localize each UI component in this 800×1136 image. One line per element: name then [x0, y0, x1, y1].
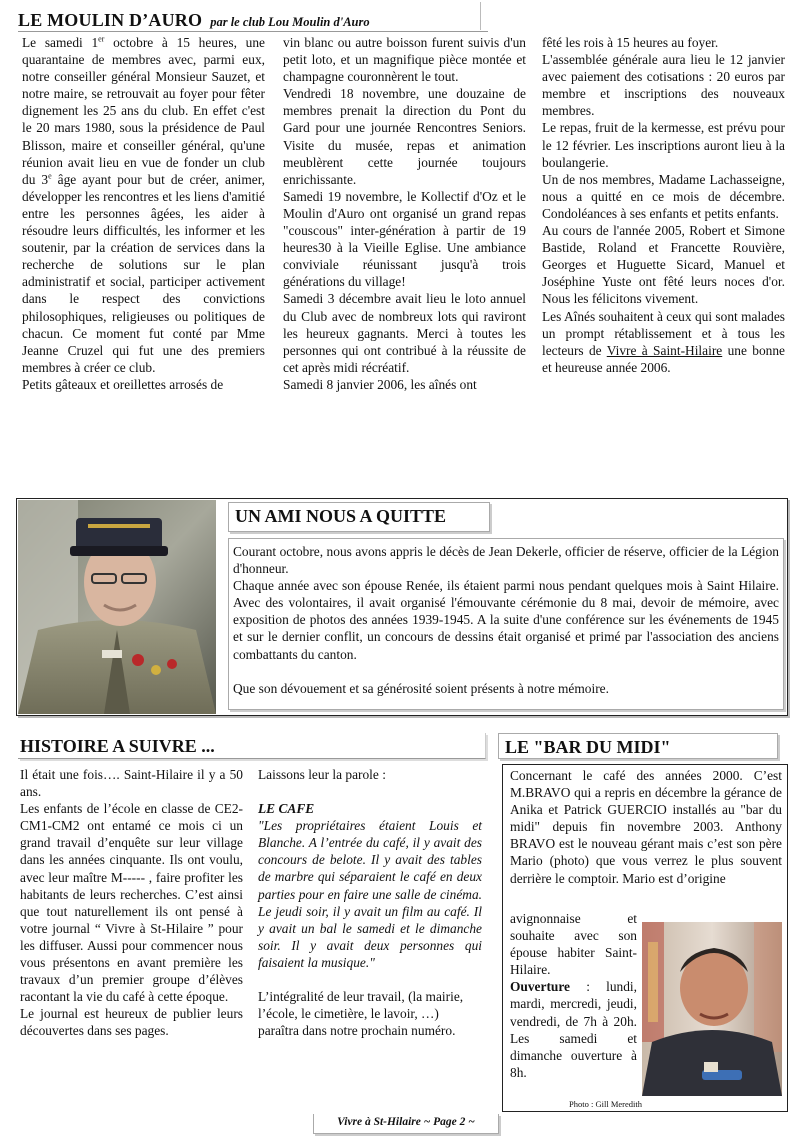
moulin-paragraph: Le repas, fruit de la kermesse, est prévu pour le 12 février. Les inscriptions auront lieu à la boulangerie. — [542, 120, 785, 170]
header-divider — [480, 2, 481, 30]
moulin-paragraph: Au cours de l'année 2005, Robert et Simone Bastide, Roland et Francette Rouvière, Georges et Huguette Sicard, Manuel et Joséphine Yuste ont fêté leurs noces d'or. Nous les félicitons vivement. — [542, 223, 785, 307]
opening-hours: Ouverture : lundi, mardi, mercredi, jeudi, vendredi, de 7h à 20h. Les samedi et dimanche ouverture à 8h. — [510, 979, 637, 1080]
ami-paragraph: Que son dévouement et sa générosité soient présents à notre mémoire. — [233, 680, 609, 696]
histoire-paragraph: L’intégralité de leur travail, (la mairie, l’école, le cimetière, le lavoir, …) paraîtra dans notre prochain numéro. — [258, 989, 464, 1039]
moulin-paragraph: Les Aînés souhaitent à ceux qui sont malades un prompt rétablissement et à tous les lecteurs de Vivre à Saint-Hilaire une bonne et heureuse année 2006. — [542, 308, 785, 375]
moulin-paragraph: Le samedi 1er octobre à 15 heures, une quarantaine de membres avec, parmi eux, notre conseiller général Monsieur Sauzet, et notre maire, se retrouvait au foyer pour fêter dignement les 25 ans du club. En effet c'est le 20 mars 1980, sous la présidence de Paul Blisson, maire et conseiller général, qu'une réunion avait lieu en vue de fonder un club du 3e âge ayant pour but de créer, animer, développer les rencontres et les liens d'amitié entre les personnes âgées, les aider à résoudre leurs difficultés, les informer et les soutenir, par la création de services dans la recherche de solutions sur le plan administratif et social, participer activement dans le respect des convictions philosophiques, religieuses ou politiques de chacun. Ce moment fut conté par Mme Jeanne Cruzel qui fut une des premiers membres à créer ce club. — [22, 34, 265, 375]
mario-photo — [642, 922, 782, 1096]
moulin-paragraph: Samedi 8 janvier 2006, les aînés ont — [283, 376, 477, 392]
histoire-paragraph: Les enfants de l’école en classe de CE2-CM1-CM2 ont entamé ce mois ci un grand travail d’enquête sur leur village dans les années cinquante. Ils ont voulu, avec leur maître M----- , faire profiter les habitants de leurs recherches. C’est ainsi que tout naturellement ils ont pensé à votre journal “ Vivre à St-Hilaire ” pour les diffuser. Aussi pour commencer nous vous présentons en avant première les travaux d’un premier groupe d’élèves racontant la vie du café à cette époque. — [20, 801, 243, 1005]
bar-header — [498, 733, 778, 759]
bar-paragraph: Concernant le café des années 2000. C’est M.BRAVO qui a repris en décembre la gérance de Anika et Patrick GUERCIO installés au "bar du midi" depuis fin novembre 2003. Anthony BRAVO est le nouveau gérant mais c’est son père Mario (photo) que vous verrez le plus souvent derrière le comptoir. Mario est d’origine — [510, 768, 782, 886]
moulin-paragraph: L'assemblée générale aura lieu le 12 janvier avec paiement des cotisations : 20 euros par membre et inscriptions des nouveaux membres. — [542, 52, 785, 119]
footer-text: Vivre à St-Hilaire ~ Page 2 ~ — [337, 1116, 475, 1128]
moulin-paragraph: Un de nos membres, Madame Lachasseigne, nous a quitté en ce mois de décembre. Condoléances à ses enfants et petits enfants. — [542, 171, 785, 221]
moulin-column-3 — [542, 34, 785, 376]
photo-credit: Photo : Gill Meredith — [569, 1099, 642, 1109]
histoire-column-1 — [20, 766, 243, 1040]
moulin-column-2 — [283, 34, 526, 393]
histoire-title: HISTOIRE A SUIVRE ... — [20, 736, 215, 756]
ami-paragraph: Chaque année avec son épouse Renée, ils étaient parmi nous pendant quelques mois à Saint Hilaire. Avec des volontaires, il avait organisé l'émouvante cérémonie du 8 mai, devoir de mémoire, avec exposition de photos des années 1939-1945. A la suite d'une conférence sur les événements de 1945 et sur le dernier conflit, un concours de dessins était organisé et primé par l'association des anciens combattants du canton. — [233, 578, 779, 662]
histoire-paragraph: Le journal est heureux de publier leurs découvertes dans ses pages. — [20, 1006, 243, 1039]
opening-hours-label: Ouverture — [510, 979, 570, 995]
moulin-paragraph: Samedi 3 décembre avait lieu le loto annuel du Club avec de nombreux lots qui raviront les heureux gagnants. Merci à toutes les personnes qui ont contribué à la réussite de cet après midi récréatif. — [283, 291, 526, 375]
moulin-byline: par le club Lou Moulin d'Auro — [210, 15, 370, 29]
moulin-column-1 — [22, 34, 265, 393]
cafe-heading: LE CAFE — [258, 801, 315, 817]
moulin-header — [18, 10, 488, 32]
ami-title-box — [228, 502, 490, 532]
ami-paragraph: Courant octobre, nous avons appris le décès de Jean Dekerle, officier de réserve, officier de la Légion d'honneur. — [233, 544, 779, 577]
mario-portrait-image — [642, 922, 782, 1096]
bar-paragraph: avignonnaise et souhaite avec son épouse habiter Saint-Hilaire. — [510, 911, 637, 978]
histoire-column-2 — [258, 766, 482, 1039]
bar-title: LE "BAR DU MIDI" — [505, 737, 671, 757]
ami-body — [228, 538, 784, 710]
moulin-paragraph: Vendredi 18 novembre, une douzaine de membres prenait la direction du Pont du Gard pour une journée Rencontres Seniors. Visite du musée, repas et animation meublèrent cette journée toujours enrichissante. — [283, 86, 526, 187]
journal-title-link: Vivre à Saint-Hilaire — [606, 342, 723, 358]
moulin-paragraph: fêté les rois à 15 heures au foyer. — [542, 35, 719, 50]
cafe-quote: "Les propriétaires étaient Louis et Blanche. A l’entrée du café, il y avait des concours de belote. Il y avait des tables de marbre qui séparaient le café en deux parties pour en faire une salle de cinéma. Le jeudi soir, il y avait un film au café. Il y avait un bal le samedi et le dimanche soir. Il y avait deux personnes qui faisaient la musique." — [258, 818, 482, 970]
officer-photo — [18, 500, 216, 714]
histoire-header — [18, 733, 486, 759]
bar-text-left — [510, 910, 637, 1081]
moulin-title: LE MOULIN D’AURO — [18, 10, 203, 30]
page-footer — [313, 1114, 499, 1134]
moulin-paragraph: vin blanc ou autre boisson furent suivis d'un petit loto, et un magnifique pièce montée et champagne couronnèrent le tout. — [283, 35, 526, 85]
bar-text-top — [510, 767, 782, 887]
ami-title: UN AMI NOUS A QUITTE — [235, 506, 447, 526]
moulin-paragraph: Samedi 19 novembre, le Kollectif d'Oz et le Moulin d'Auro ont organisé un grand repas "couscous" inter-génération à partir de 19 heures30 à la Vieille Eglise. Une ambiance conviviale réunissant jusqu'à trois générations du village! — [283, 188, 526, 290]
moulin-paragraph: Petits gâteaux et oreillettes arrosés de — [22, 376, 224, 392]
histoire-paragraph: Il était une fois…. Saint-Hilaire il y a 50 ans. — [20, 767, 243, 800]
histoire-paragraph: Laissons leur la parole : — [258, 767, 386, 782]
officer-portrait-image — [18, 500, 216, 714]
